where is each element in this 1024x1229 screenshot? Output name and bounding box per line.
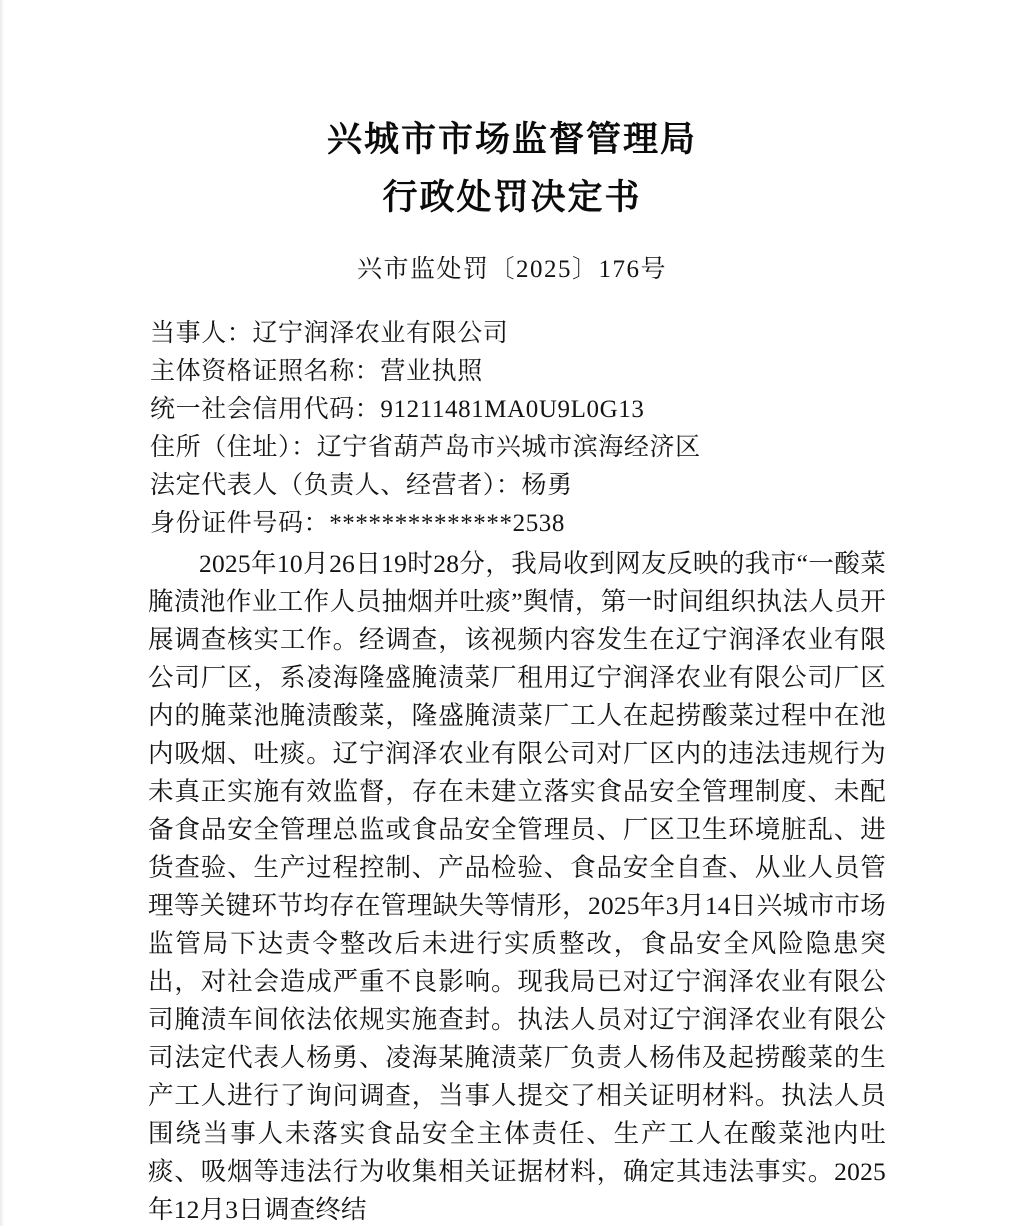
issuing-authority-title: 兴城市市场监督管理局: [326, 120, 697, 159]
value-id-number: **************2538: [329, 510, 566, 537]
case-narrative-block: [0, 545, 1024, 1229]
value-legal-representative: 杨勇: [521, 472, 573, 499]
label-credit-code: 统一社会信用代码：: [150, 396, 381, 423]
info-row-id-number: [150, 505, 884, 543]
party-information-block: [0, 315, 1024, 543]
info-row-party-name: [150, 315, 884, 353]
info-row-license-type: [150, 353, 884, 391]
label-party-name: 当事人：: [150, 320, 253, 347]
value-address: 辽宁省葫芦岛市兴城市滨海经济区: [316, 434, 701, 461]
info-row-legal-representative: [150, 467, 884, 505]
document-header: [0, 0, 1024, 215]
info-row-credit-code: [150, 391, 884, 429]
label-license-type: 主体资格证照名称：: [150, 358, 381, 385]
case-narrative-paragraph: 2025年10月26日19时28分，我局收到网友反映的我市“一酸菜腌渍池作业工作人员抽烟并吐痰”舆情，第一时间组织执法人员开展调查核实工作。经调查，该视频内容发生在辽宁润泽农业有限公司厂区，系凌海隆盛腌渍菜厂租用辽宁润泽农业有限公司厂区内的腌菜池腌渍酸菜，隆盛腌渍菜厂工人在起捞酸菜过程中在池内吸烟、吐痰。辽宁润泽农业有限公司对厂区内的违法违规行为未真正实施有效监督，存在未建立落实食品安全管理制度、未配备食品安全管理总监或食品安全管理员、厂区卫生环境脏乱、进货查验、生产过程控制、产品检验、食品安全自查、从业人员管理等关键环节均存在管理缺失等情形，2025年3月14日兴城市市场监管局下达责令整改后未进行实质整改，食品安全风险隐患突出，对社会造成严重不良影响。现我局已对辽宁润泽农业有限公司腌渍车间依法依规实施查封。执法人员对辽宁润泽农业有限公司法定代表人杨勇、凌海某腌渍菜厂负责人杨伟及起捞酸菜的生产工人进行了询问调查，当事人提交了相关证明材料。执法人员围绕当事人未落实食品安全主体责任、生产工人在酸菜池内吐痰、吸烟等违法行为收集相关证据材料，确定其违法事实。2025年12月3日调查终结: [148, 549, 886, 1224]
document-type-title: 行政处罚决定书: [382, 178, 642, 217]
value-party-name: 辽宁润泽农业有限公司: [252, 320, 509, 347]
label-id-number: 身份证件号码：: [150, 510, 330, 537]
info-row-address: [150, 429, 884, 467]
value-credit-code: 91211481MA0U9L0G13: [380, 396, 645, 423]
document-number: 兴市监处罚〔2025〕176号: [356, 256, 667, 283]
label-address: 住所（住址）：: [150, 434, 317, 461]
value-license-type: 营业执照: [380, 358, 483, 385]
label-legal-representative: 法定代表人（负责人、经营者）：: [150, 472, 522, 499]
